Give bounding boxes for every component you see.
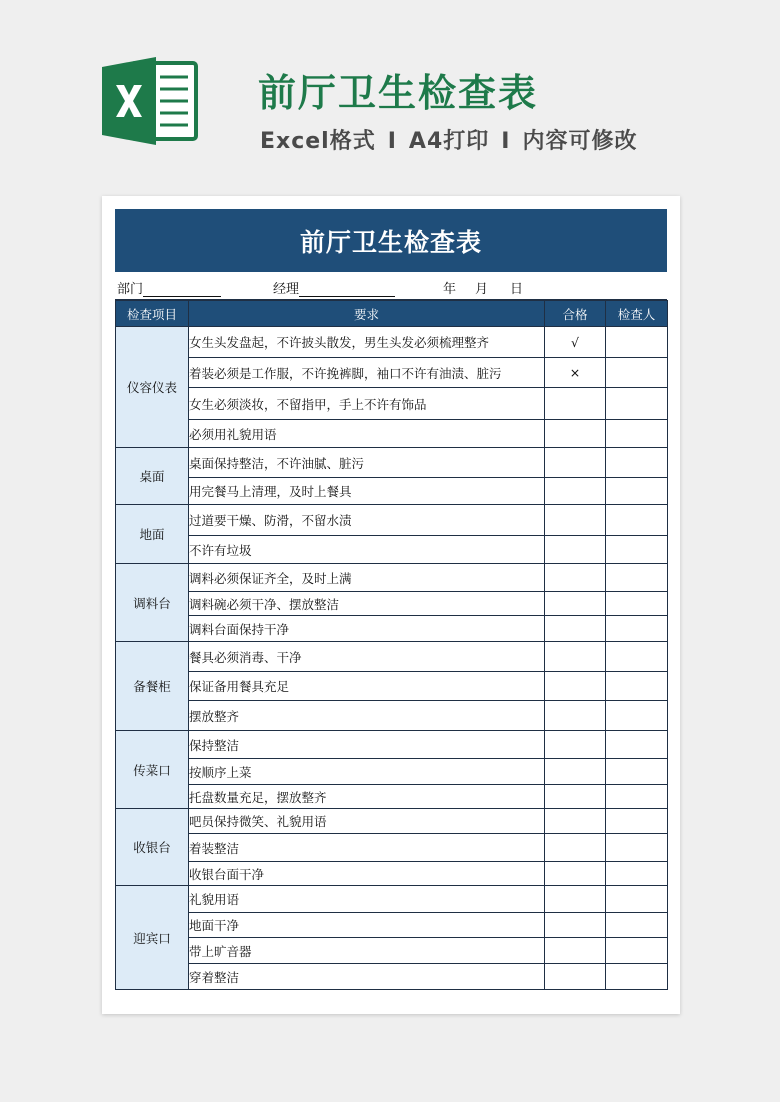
requirement-cell[interactable]: 调料台面保持干净 bbox=[189, 616, 545, 642]
subtitle-format: Excel格式 bbox=[260, 129, 376, 154]
info-row bbox=[115, 272, 667, 300]
inspector-cell[interactable] bbox=[606, 358, 668, 388]
inspector-cell[interactable] bbox=[606, 913, 668, 938]
subtitle-print: A4打印 bbox=[408, 129, 490, 154]
inspector-cell[interactable] bbox=[606, 564, 668, 592]
inspector-cell[interactable] bbox=[606, 759, 668, 785]
table-row bbox=[116, 964, 668, 990]
table-row bbox=[116, 592, 668, 616]
subtitle-editable: 内容可修改 bbox=[522, 129, 638, 154]
requirement-cell[interactable]: 穿着整洁 bbox=[189, 964, 545, 990]
pass-cell[interactable] bbox=[545, 642, 606, 672]
requirement-cell[interactable]: 过道要干燥、防滑，不留水渍 bbox=[189, 505, 545, 536]
column-header: 要求 bbox=[189, 301, 545, 327]
pass-cell[interactable] bbox=[545, 913, 606, 938]
column-header: 合格 bbox=[545, 301, 606, 327]
category-cell: 桌面 bbox=[116, 448, 189, 505]
category-cell: 传菜口 bbox=[116, 731, 189, 809]
requirement-cell[interactable]: 地面干净 bbox=[189, 913, 545, 938]
table-row bbox=[116, 478, 668, 505]
month-label: 月 bbox=[475, 282, 489, 297]
year-label: 年 bbox=[443, 282, 457, 297]
requirement-cell[interactable]: 用完餐马上清理，及时上餐具 bbox=[189, 478, 545, 505]
table-row bbox=[116, 642, 668, 672]
inspector-cell[interactable] bbox=[606, 886, 668, 913]
sheet-title: 前厅卫生检查表 bbox=[115, 209, 667, 272]
table-row bbox=[116, 913, 668, 938]
pass-cell[interactable] bbox=[545, 886, 606, 913]
pass-cell[interactable] bbox=[545, 964, 606, 990]
table-row bbox=[116, 701, 668, 731]
category-cell: 仪容仪表 bbox=[116, 327, 189, 448]
column-header: 检查项目 bbox=[116, 301, 189, 327]
inspector-cell[interactable] bbox=[606, 327, 668, 358]
requirement-cell[interactable]: 着装整洁 bbox=[189, 834, 545, 862]
category-cell: 收银台 bbox=[116, 809, 189, 886]
inspector-cell[interactable] bbox=[606, 938, 668, 964]
pass-cell[interactable] bbox=[545, 478, 606, 505]
inspector-cell[interactable] bbox=[606, 448, 668, 478]
pass-cell[interactable]: × bbox=[545, 358, 606, 388]
pass-cell[interactable] bbox=[545, 809, 606, 834]
requirement-cell[interactable]: 按顺序上菜 bbox=[189, 759, 545, 785]
table-row bbox=[116, 886, 668, 913]
category-cell: 备餐柜 bbox=[116, 642, 189, 731]
requirement-cell[interactable]: 吧员保持微笑、礼貌用语 bbox=[189, 809, 545, 834]
inspector-cell[interactable] bbox=[606, 505, 668, 536]
requirement-cell[interactable]: 不许有垃圾 bbox=[189, 536, 545, 564]
table-row bbox=[116, 785, 668, 809]
table-row bbox=[116, 809, 668, 834]
pass-cell[interactable] bbox=[545, 701, 606, 731]
pass-cell[interactable] bbox=[545, 759, 606, 785]
inspector-cell[interactable] bbox=[606, 592, 668, 616]
checklist-table bbox=[115, 300, 668, 990]
pass-cell[interactable] bbox=[545, 834, 606, 862]
table-row bbox=[116, 862, 668, 886]
table-row bbox=[116, 731, 668, 759]
inspector-cell[interactable] bbox=[606, 785, 668, 809]
requirement-cell[interactable]: 收银台面干净 bbox=[189, 862, 545, 886]
inspector-cell[interactable] bbox=[606, 420, 668, 448]
subtitle-separator: I bbox=[387, 129, 397, 154]
table-row bbox=[116, 616, 668, 642]
pass-cell[interactable] bbox=[545, 536, 606, 564]
checklist-sheet bbox=[115, 209, 667, 990]
inspector-cell[interactable] bbox=[606, 964, 668, 990]
pass-cell[interactable] bbox=[545, 862, 606, 886]
inspector-cell[interactable] bbox=[606, 642, 668, 672]
requirement-cell[interactable]: 女生必须淡妆，不留指甲，手上不许有饰品 bbox=[189, 388, 545, 420]
category-cell: 迎宾口 bbox=[116, 886, 189, 990]
requirement-cell[interactable]: 餐具必须消毒、干净 bbox=[189, 642, 545, 672]
manager-label: 经理 bbox=[273, 282, 300, 297]
banner bbox=[0, 0, 780, 190]
category-cell: 地面 bbox=[116, 505, 189, 564]
requirement-cell[interactable]: 礼貌用语 bbox=[189, 886, 545, 913]
requirement-cell[interactable]: 带上旷音器 bbox=[189, 938, 545, 964]
column-header: 检查人 bbox=[606, 301, 668, 327]
pass-cell[interactable] bbox=[545, 564, 606, 592]
dept-label: 部门 bbox=[117, 282, 144, 297]
table-row bbox=[116, 672, 668, 701]
table-row bbox=[116, 759, 668, 785]
inspector-cell[interactable] bbox=[606, 834, 668, 862]
banner-subtitle bbox=[260, 124, 637, 155]
requirement-cell[interactable]: 保持整洁 bbox=[189, 731, 545, 759]
table-row bbox=[116, 358, 668, 388]
inspector-cell[interactable] bbox=[606, 478, 668, 505]
inspector-cell[interactable] bbox=[606, 809, 668, 834]
pass-cell[interactable] bbox=[545, 448, 606, 478]
pass-cell[interactable] bbox=[545, 388, 606, 420]
table-row bbox=[116, 388, 668, 420]
inspector-cell[interactable] bbox=[606, 536, 668, 564]
day-label: 日 bbox=[510, 282, 524, 297]
table-row bbox=[116, 536, 668, 564]
subtitle-separator: I bbox=[501, 129, 511, 154]
document-page bbox=[102, 196, 680, 1014]
table-row bbox=[116, 448, 668, 478]
requirement-cell[interactable]: 保证备用餐具充足 bbox=[189, 672, 545, 701]
requirement-cell[interactable]: 托盘数量充足，摆放整齐 bbox=[189, 785, 545, 809]
inspector-cell[interactable] bbox=[606, 388, 668, 420]
table-row bbox=[116, 505, 668, 536]
banner-title: 前厅卫生检查表 bbox=[258, 71, 539, 115]
excel-icon bbox=[98, 55, 202, 147]
pass-cell[interactable] bbox=[545, 420, 606, 448]
dept-field[interactable] bbox=[117, 278, 143, 297]
requirement-cell[interactable]: 调料碗必须干净、摆放整洁 bbox=[189, 592, 545, 616]
pass-cell[interactable] bbox=[545, 505, 606, 536]
pass-cell[interactable] bbox=[545, 592, 606, 616]
requirement-cell[interactable]: 必须用礼貌用语 bbox=[189, 420, 545, 448]
inspector-cell[interactable] bbox=[606, 862, 668, 886]
category-cell: 调料台 bbox=[116, 564, 189, 642]
inspector-cell[interactable] bbox=[606, 672, 668, 701]
table-row bbox=[116, 420, 668, 448]
table-row bbox=[116, 564, 668, 592]
pass-cell[interactable] bbox=[545, 938, 606, 964]
requirement-cell[interactable]: 着装必须是工作服，不许挽裤脚，袖口不许有油渍、脏污 bbox=[189, 358, 545, 388]
table-row bbox=[116, 327, 668, 358]
table-header-row bbox=[116, 301, 668, 327]
pass-cell[interactable] bbox=[545, 616, 606, 642]
pass-cell[interactable]: √ bbox=[545, 327, 606, 358]
inspector-cell[interactable] bbox=[606, 701, 668, 731]
requirement-cell[interactable]: 桌面保持整洁，不许油腻、脏污 bbox=[189, 448, 545, 478]
table-row bbox=[116, 938, 668, 964]
requirement-cell[interactable]: 女生头发盘起，不许披头散发，男生头发必须梳理整齐 bbox=[189, 327, 545, 358]
requirement-cell[interactable]: 摆放整齐 bbox=[189, 701, 545, 731]
table-row bbox=[116, 834, 668, 862]
requirement-cell[interactable]: 调料必须保证齐全，及时上满 bbox=[189, 564, 545, 592]
manager-field[interactable] bbox=[273, 278, 299, 297]
pass-cell[interactable] bbox=[545, 731, 606, 759]
inspector-cell[interactable] bbox=[606, 616, 668, 642]
inspector-cell[interactable] bbox=[606, 731, 668, 759]
pass-cell[interactable] bbox=[545, 785, 606, 809]
pass-cell[interactable] bbox=[545, 672, 606, 701]
